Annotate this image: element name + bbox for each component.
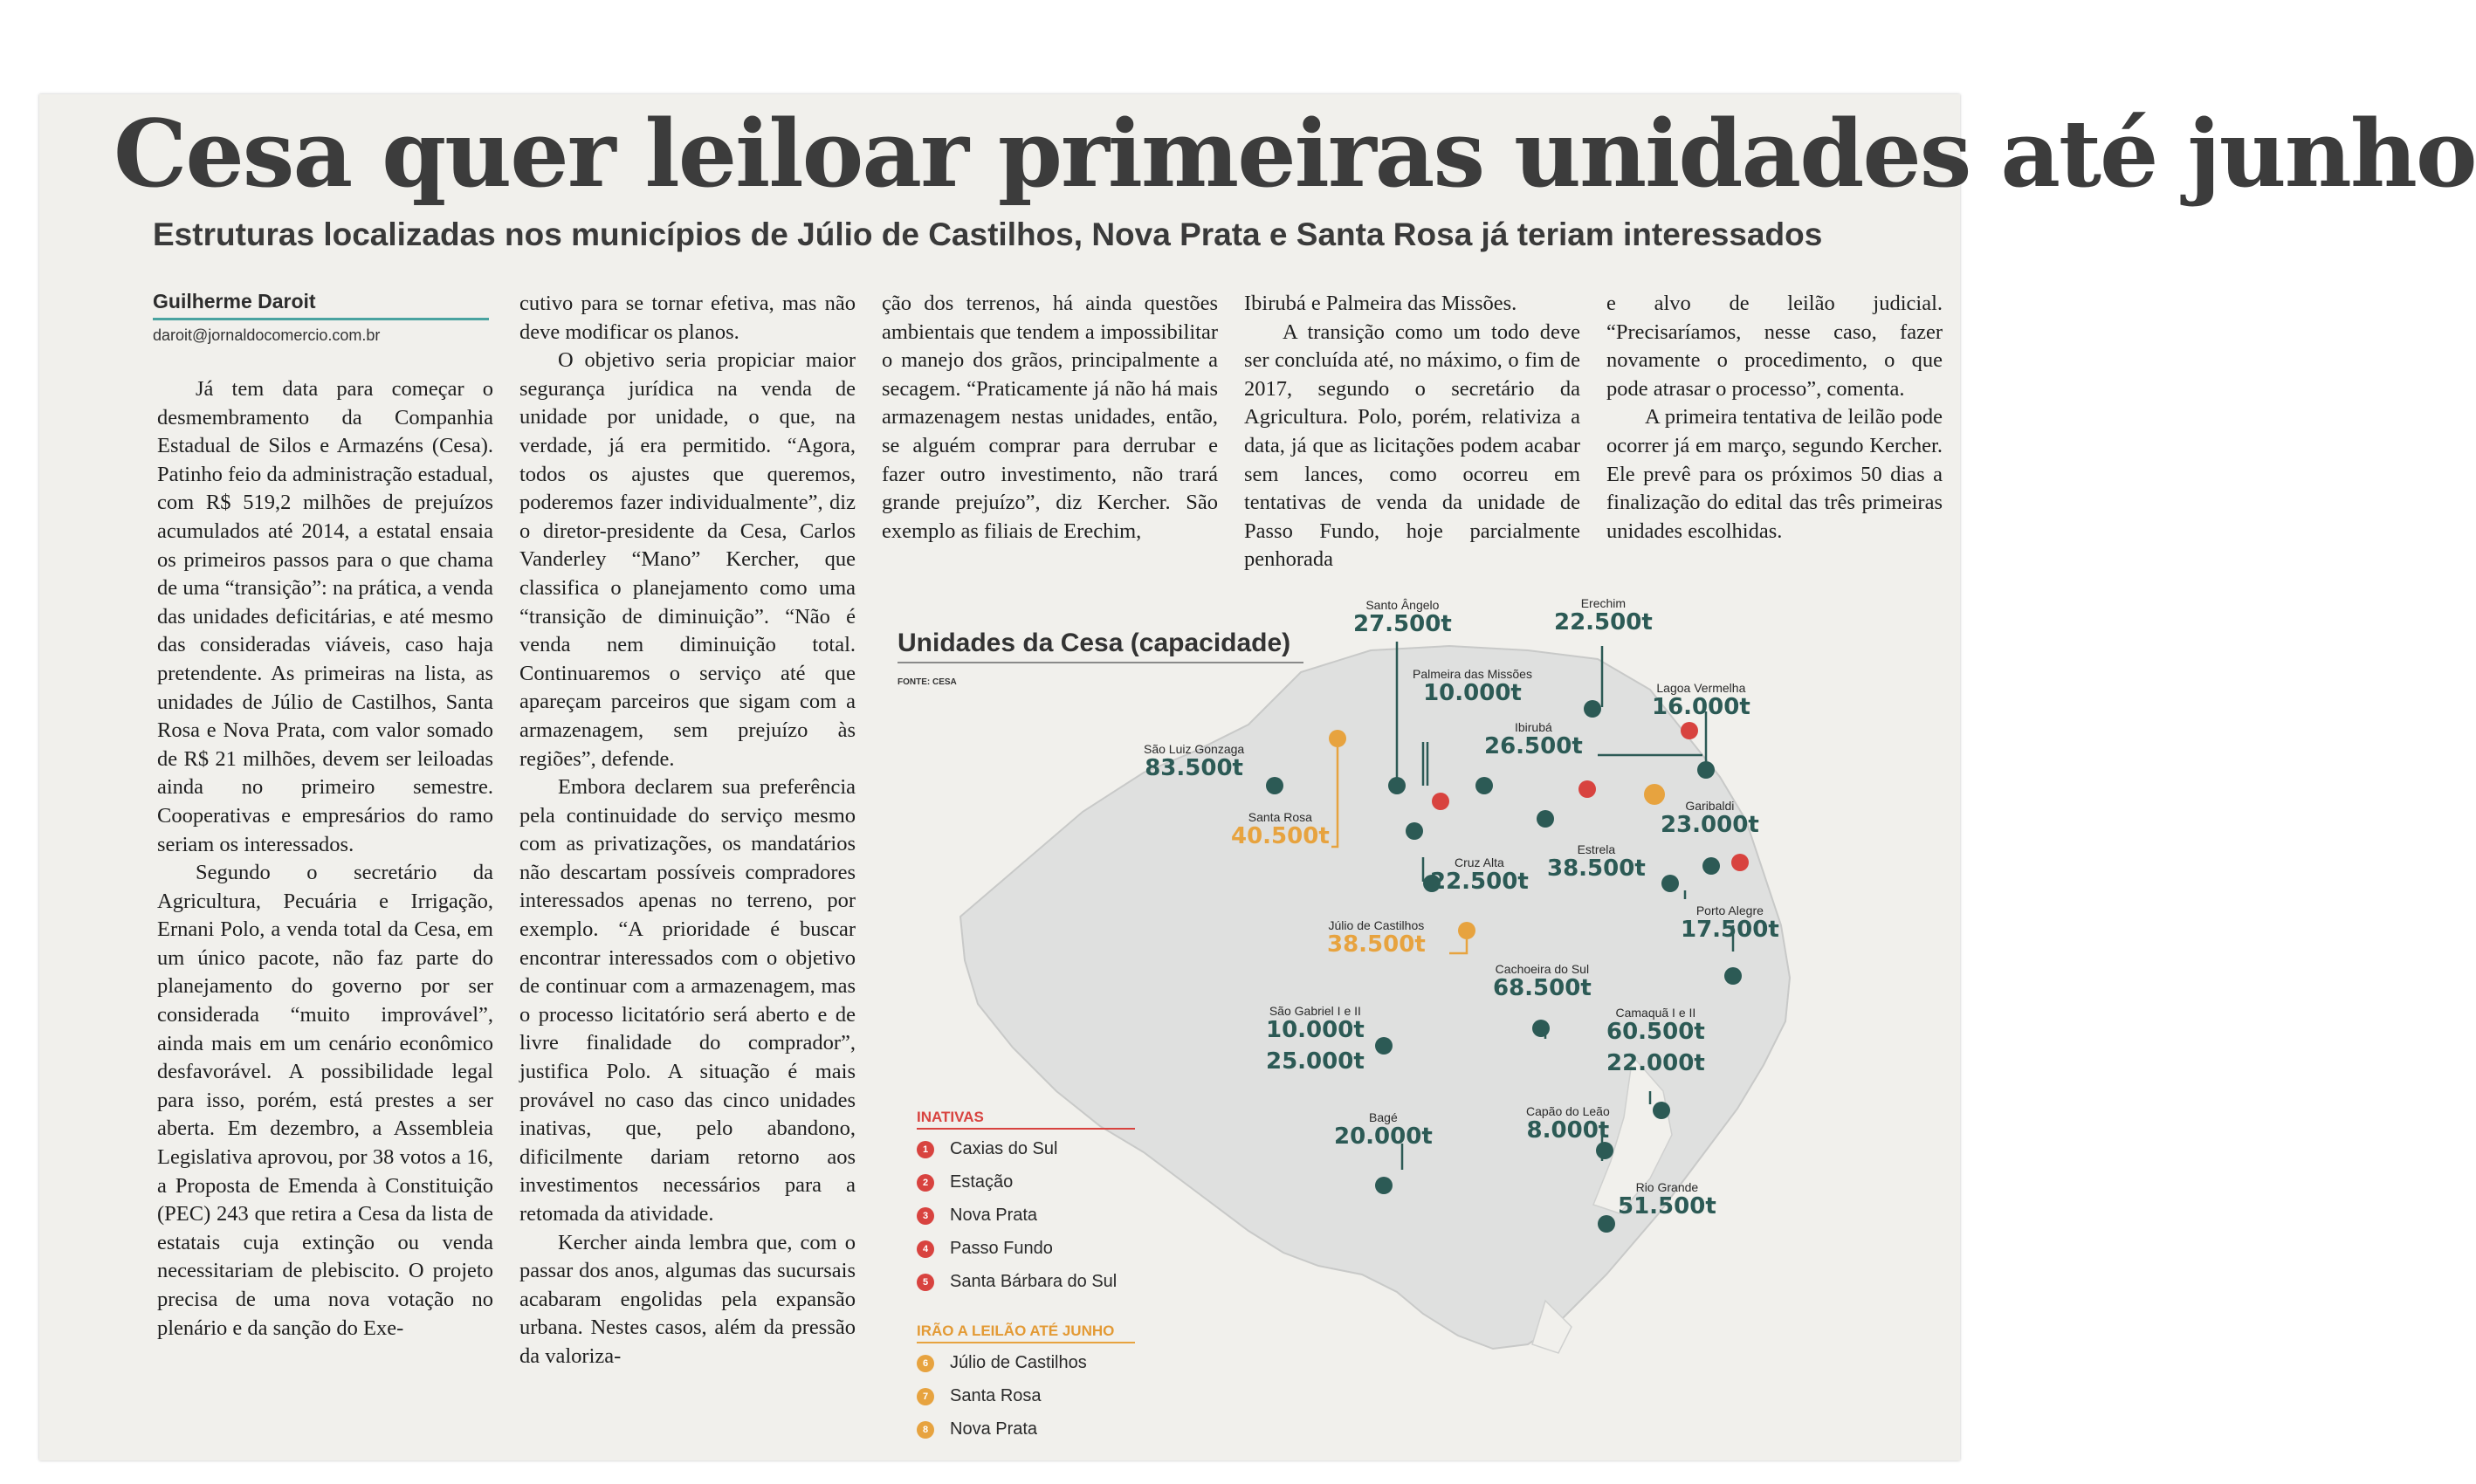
unit-name: Palmeira das Missões — [1413, 667, 1532, 681]
legend-item — [917, 1386, 1042, 1406]
map-title: Unidades da Cesa (capacidade) — [898, 629, 1291, 657]
unit-capao-do-leao — [1526, 1104, 1610, 1144]
unit-capacity: 22.500t — [1554, 609, 1653, 636]
unit-name: São Gabriel I e II — [1269, 1004, 1361, 1018]
article-column-1 — [157, 375, 493, 1343]
legend-label: Caxias do Sul — [950, 1139, 1058, 1158]
unit-capacity: 83.500t — [1145, 755, 1243, 781]
legend-number: 2 — [917, 1174, 934, 1192]
unit-capacity: 23.000t — [1661, 812, 1759, 838]
legend-label: Nova Prata — [950, 1419, 1038, 1439]
unit-name: Bagé — [1369, 1110, 1398, 1124]
legend-item — [917, 1206, 1037, 1226]
unit-camaqua — [1606, 1006, 1705, 1077]
unit-capacity: 38.500t — [1547, 855, 1646, 882]
article-column-3 — [882, 290, 1218, 546]
headline: Cesa quer leiloar primeiras unidades até junho — [113, 99, 2476, 208]
legend-label: Estação — [950, 1172, 1014, 1192]
unit-capacity: 68.500t — [1493, 975, 1592, 1001]
unit-sao-luiz-gonzaga — [1144, 742, 1244, 781]
unit-rio-grande — [1618, 1180, 1716, 1219]
paragraph: cutivo para se tornar efetiva, mas não deve modificar os planos. — [519, 292, 856, 344]
paragraph: Segundo o secretário da Agricultura, Pecuária e Irrigação, Ernani Polo, a venda total da Cesa, em um único pacote, não faz parte do planejamento do governo por ser considerada “muito improvável”, ainda mais em um cenário econômico desfavorável. A possibilidade legal para isso, porém, está prestes a ser aberta. Em dezembro, a Assembleia Legislativa aprovou, por 38 votos a 16, a Proposta de Emenda à Constituição (PEC) 243 que retira a Cesa da lista de estatais cuja extinção ou venda necessitariam de plebiscito. O projeto precisa de uma nova votação no plenário e da sanção do Exe- — [157, 861, 493, 1340]
author-email: daroit@jornaldocomercio.com.br — [153, 326, 381, 344]
unit-name: Santo Ângelo — [1365, 598, 1440, 612]
legend-item — [917, 1139, 1057, 1159]
unit-capacity: 8.000t — [1526, 1117, 1610, 1144]
unit-estrela — [1547, 842, 1646, 882]
unit-santa-rosa — [1231, 810, 1330, 849]
unit-bage — [1334, 1110, 1433, 1150]
unit-capacity: 10.000t — [1266, 1017, 1365, 1043]
paragraph: ção dos terrenos, há ainda questões ambientais que tendem a impossibilitar o manejo dos grãos, principalmente a secagem. “Praticamente já não há mais armazenagem nestas unidades, então, se alguém comprar para derrubar e fazer outro investimento, não trará grande prejuízo”, diz Kercher. São exemplo as filiais de Erechim, — [882, 292, 1218, 543]
unit-name: Porto Alegre — [1695, 903, 1764, 917]
unit-name: Camaquã I e II — [1615, 1006, 1696, 1020]
legend-label: Santa Rosa — [950, 1386, 1042, 1405]
paragraph: e alvo de leilão judicial. “Precisaríamos, nesse caso, fazer novamente o procedimento, o que pode atrasar o processo”, comenta. — [1606, 292, 1943, 401]
unit-name: Lagoa Vermelha — [1656, 681, 1746, 695]
unit-capacity: 26.500t — [1484, 733, 1583, 759]
paragraph: Já tem data para começar o desmembramento da Companhia Estadual de Silos e Armazéns (Cesa). Patinho feio da administração estadual, com R$ 519,2 milhões de prejuízos acumulados até 2014, a estatal ensaia os primeiros passos para o que chama de uma “transição”: na prática, a venda das unidades deficitárias, e até mesmo das consideradas viáveis, caso haja pretendente. As primeiras na lista, as unidades de Júlio de Castilhos, Santa Rosa e Nova Prata, com valor somado de R$ 21 milhões, devem ser leiloadas ainda no primeiro semestre. Cooperativas e empresários do ramo seriam os interessados. — [157, 377, 493, 856]
article-column-2 — [519, 290, 856, 1371]
unit-name: Rio Grande — [1635, 1180, 1699, 1194]
unit-capacity-2: 25.000t — [1266, 1048, 1365, 1075]
legend-number: 5 — [917, 1274, 934, 1291]
unit-julio-de-castilhos — [1327, 918, 1426, 958]
legend-number: 3 — [917, 1207, 934, 1225]
legend-number: 7 — [917, 1388, 934, 1405]
legend-inactive-title: INATIVAS — [917, 1109, 984, 1125]
unit-erechim — [1554, 596, 1653, 636]
unit-name: Erechim — [1580, 596, 1627, 610]
author-name: Guilherme Daroit — [153, 290, 316, 313]
unit-lagoa-vermelha — [1652, 681, 1750, 720]
legend-inactive-rule — [917, 1128, 1135, 1130]
unit-palmeira-das-missoes — [1413, 667, 1532, 706]
unit-capacity-2: 22.000t — [1606, 1049, 1705, 1076]
paragraph: A primeira tentativa de leilão pode ocorrer já em março, segundo Kercher. Ele prevê para os próximos 50 dias a finalização do edital das três primeiras unidades escolhidas. — [1606, 405, 1943, 543]
unit-capacity: 51.500t — [1618, 1193, 1716, 1219]
legend-item — [917, 1172, 1013, 1192]
state-outline — [960, 646, 1790, 1349]
unit-santo-angelo — [1353, 598, 1452, 637]
article-column-5 — [1606, 290, 1943, 546]
legend-label: Santa Bárbara do Sul — [950, 1272, 1118, 1291]
legend-item — [917, 1419, 1037, 1439]
unit-capacity: 17.500t — [1681, 917, 1779, 943]
unit-ibiruba — [1484, 720, 1583, 759]
paragraph: Ibirubá e Palmeira das Missões. — [1244, 292, 1517, 315]
unit-capacity: 22.500t — [1430, 869, 1529, 895]
unit-name: Cruz Alta — [1454, 855, 1504, 869]
unit-cruz-alta — [1430, 855, 1529, 895]
legend-label: Nova Prata — [950, 1206, 1038, 1225]
unit-cachoeira-do-sul — [1493, 962, 1592, 1001]
unit-capacity: 16.000t — [1652, 694, 1750, 720]
unit-capacity: 20.000t — [1334, 1123, 1433, 1150]
legend-item — [917, 1272, 1117, 1292]
unit-sao-gabriel — [1266, 1004, 1365, 1075]
legend-label: Júlio de Castilhos — [950, 1353, 1087, 1372]
unit-capacity: 38.500t — [1327, 931, 1426, 958]
paragraph: O objetivo seria propiciar maior segurança jurídica na venda de unidade por unidade, o que, na verdade, já era permitido. “Agora, todos os ajustes que queremos, poderemos fazer individualmente”, diz o diretor-presidente da Cesa, Carlos Vanderley “Mano” Kercher, que classifica o planejamento como uma “transição de diminuição”. “Não é venda nem diminuição total. Continuaremos o serviço até que apareçam parceiros que sigam com a armazenagem, sem prejuízo às regiões”, defende. — [519, 348, 856, 771]
paragraph: A transição como um todo deve ser concluída até, no máximo, o fim de 2017, segundo o secretário da Agricultura. Polo, porém, relativiza a data, já que as licitações podem acabar sem lances, como ocorreu em tentativas de venda da unidade de Passo Fundo, hoje parcialmente penhorada — [1244, 319, 1580, 572]
legend-item — [917, 1239, 1053, 1259]
legend-auction-rule — [917, 1342, 1135, 1343]
unit-name: Cachoeira do Sul — [1495, 962, 1590, 976]
unit-capacity: 10.000t — [1423, 680, 1522, 706]
subtitle: Estruturas localizadas nos municípios de Júlio de Castilhos, Nova Prata e Santa Rosa já teriam interessados — [153, 216, 1823, 252]
unit-capacity: 60.500t — [1606, 1019, 1705, 1045]
author-divider — [153, 318, 489, 320]
legend-number: 4 — [917, 1240, 934, 1258]
unit-porto-alegre — [1681, 903, 1779, 943]
paragraph: Kercher ainda lembra que, com o passar dos anos, algumas das sucursais acabaram engolidas pela expansão urbana. Nestes casos, além da pressão da valoriza- — [519, 1230, 856, 1368]
unit-name: Santa Rosa — [1248, 810, 1312, 824]
unit-name: Estrela — [1577, 842, 1616, 856]
unit-name: Ibirubá — [1514, 720, 1552, 734]
unit-name: Júlio de Castilhos — [1328, 918, 1425, 932]
article-column-4 — [1244, 290, 1580, 574]
unit-capacity: 27.500t — [1353, 611, 1452, 637]
map-infographic — [882, 596, 1951, 1453]
map-source: FONTE: CESA — [898, 677, 957, 687]
unit-garibaldi — [1661, 799, 1759, 838]
unit-name: Capão do Leão — [1526, 1104, 1610, 1118]
unit-name: São Luiz Gonzaga — [1144, 742, 1245, 756]
unit-name: Garibaldi — [1685, 799, 1735, 813]
legend-label: Passo Fundo — [950, 1239, 1053, 1258]
unit-capacity: 40.500t — [1231, 823, 1330, 849]
legend-number: 6 — [917, 1355, 934, 1372]
legend-number: 1 — [917, 1141, 934, 1158]
legend-number: 8 — [917, 1421, 934, 1439]
legend-auction-title: IRÃO A LEILÃO ATÉ JUNHO — [917, 1323, 1115, 1339]
legend-item — [917, 1353, 1087, 1373]
map-title-rule — [898, 662, 1303, 663]
paragraph: Embora declarem sua preferência pela continuidade do serviço mesmo com as privatizações, os mandatários não descartam possíveis compradores interessados apenas no terreno, por exemplo. “A prioridade é buscar encontrar interessados com o objetivo de continuar com a armazenagem, mas o processo licitatório será aberto e de livre finalidade do comprador”, justifica Polo. A situação é mais provável no caso das cinco unidades inativas, que, pelo abandono, dificilmente dariam retorno aos investimentos necessários para a retomada da atividade. — [519, 775, 856, 1226]
